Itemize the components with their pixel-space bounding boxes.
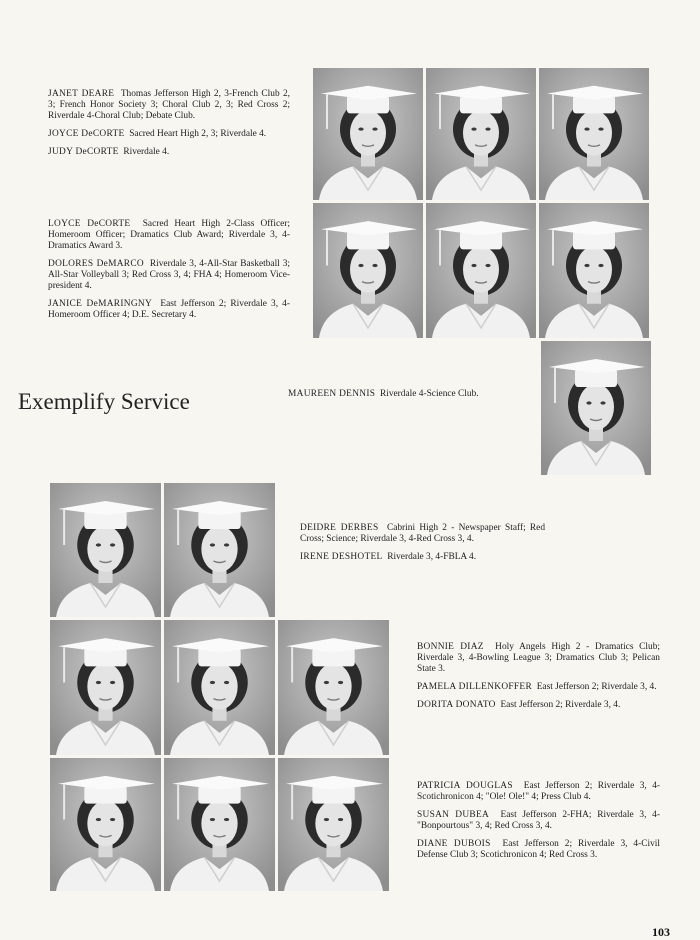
student-activities: East Jefferson 2; Riverdale 3, 4.: [500, 700, 621, 710]
bio-entry: [48, 147, 290, 158]
student-name: DOLORES DeMARCO: [48, 259, 144, 269]
bio-entry: [417, 810, 660, 832]
student-name: LOYCE DeCORTE: [48, 219, 131, 229]
portrait-photo: [541, 341, 651, 475]
bio-entry: [48, 219, 290, 252]
bio-group-top: [48, 89, 290, 165]
student-activities: East Jefferson 2; Riverdale 3, 4-Civil Defense Club 3; Scotichronicon 4; Red Cross 3.: [417, 839, 660, 860]
bio-entry: [417, 642, 660, 675]
student-activities: Sacred Heart High 2-Class Officer; Homeroom Officer; Dramatics Club Award; Riverdale 3, 4-Dramatics Award 3.: [48, 219, 291, 251]
student-name: PAMELA DILLENKOFFER: [417, 682, 532, 692]
student-activities: Riverdale 3, 4-All-Star Basketball 3; All-Star Volleyball 3; Red Cross 3, 4; FHA 4; Homeroom Vice-president 4.: [48, 259, 291, 291]
bio-group-mid: [48, 219, 290, 328]
bio-entry: [48, 129, 290, 140]
bio-entry: [300, 552, 545, 563]
student-name: JANICE DeMARINGNY: [48, 299, 153, 309]
page-number: 103: [652, 925, 670, 939]
student-name: IRENE DESHOTEL: [300, 552, 383, 562]
bio-entry: [417, 781, 660, 803]
portrait-photo: [164, 620, 275, 755]
portrait-photo: [164, 483, 275, 617]
bio-group-b3: [417, 781, 660, 868]
portrait-photo: [50, 758, 161, 891]
student-name: DIANE DUBOIS: [417, 839, 491, 849]
portrait-photo: [539, 203, 649, 338]
portrait-photo: [164, 758, 275, 891]
bio-entry: [288, 389, 533, 400]
portrait-photo: [426, 68, 536, 200]
student-name: MAUREEN DENNIS: [288, 389, 376, 399]
student-activities: Sacred Heart High 2, 3; Riverdale 4.: [129, 129, 267, 139]
student-name: JOYCE DeCORTE: [48, 129, 125, 139]
student-activities: Riverdale 3, 4-FBLA 4.: [387, 552, 477, 562]
bio-entry: [417, 700, 660, 711]
student-name: SUSAN DUBEA: [417, 810, 490, 820]
bio-single: [288, 389, 533, 407]
student-activities: East Jefferson 2; Riverdale 3, 4-Scotichronicon 4; "Ole! Ole!" 4; Press Club 4.: [417, 781, 660, 802]
student-activities: East Jefferson 2; Riverdale 3, 4.: [536, 682, 657, 692]
student-name: JUDY DeCORTE: [48, 147, 119, 157]
bio-entry: [48, 299, 290, 321]
student-activities: Riverdale 4.: [123, 147, 170, 157]
portrait-photo: [426, 203, 536, 338]
student-activities: Holy Angels High 2 - Dramatics Club; Riverdale 3, 4-Bowling League 3; Dramatics Club 3; Pelican State 3.: [417, 642, 661, 674]
bio-entry: [48, 89, 290, 122]
section-heading: Exemplify Service: [18, 389, 190, 414]
student-activities: Thomas Jefferson High 2, 3-French Club 2, 3; French Honor Society 3; Choral Club 2, 3; Red Cross 2; Riverdale 4-Choral Club; Debate Club.: [48, 89, 290, 121]
bio-entry: [417, 682, 660, 693]
student-activities: East Jefferson 2; Riverdale 3, 4-Homeroom Officer 4; D.E. Secretary 4.: [48, 299, 290, 320]
bio-entry: [417, 839, 660, 861]
portrait-photo: [313, 203, 423, 338]
portrait-photo: [539, 68, 649, 200]
portrait-photo: [278, 620, 389, 755]
student-activities: Riverdale 4-Science Club.: [379, 389, 479, 399]
portrait-photo: [50, 483, 161, 617]
bio-entry: [48, 259, 290, 292]
student-activities: East Jefferson 2-FHA; Riverdale 3, 4-"Bonpourtous" 3, 4; Red Cross 3, 4.: [417, 810, 660, 831]
bio-entry: [300, 523, 545, 545]
portrait-photo: [50, 620, 161, 755]
student-name: DORITA DONATO: [417, 700, 496, 710]
student-name: PATRICIA DOUGLAS: [417, 781, 513, 791]
portrait-photo: [278, 758, 389, 891]
student-name: BONNIE DIAZ: [417, 642, 484, 652]
student-activities: Cabrini High 2 - Newspaper Staff; Red Cross; Science; Riverdale 3, 4-Red Cross 3, 4.: [300, 523, 546, 544]
bio-group-b2: [417, 642, 660, 718]
portrait-photo: [313, 68, 423, 200]
student-name: JANET DEARE: [48, 89, 115, 99]
bio-group-b1: [300, 523, 545, 570]
student-name: DEIDRE DERBES: [300, 523, 379, 533]
